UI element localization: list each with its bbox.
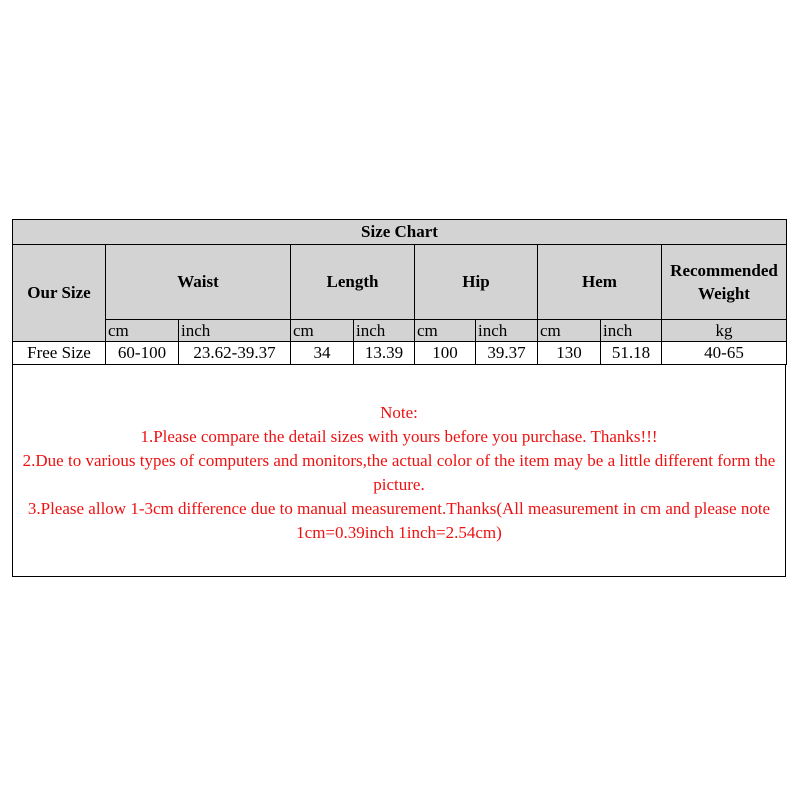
note-compare-sizes: 1.Please compare the detail sizes with yours before you purchase. Thanks!!! <box>140 427 658 446</box>
cell-waist-inch: 23.62-39.37 <box>179 342 291 365</box>
cell-hip-inch: 39.37 <box>476 342 538 365</box>
note-measurement-difference: 3.Please allow 1-3cm difference due to manual measurement.Thanks(All measurement in cm and please note 1cm=0.39inch 1inch=2.54cm) <box>27 499 771 542</box>
cell-waist-cm: 60-100 <box>106 342 179 365</box>
unit-hip-inch: inch <box>476 320 538 342</box>
cell-weight-kg: 40-65 <box>662 342 787 365</box>
cell-hip-cm: 100 <box>415 342 476 365</box>
note-color-difference: 2.Due to various types of computers and monitors,the actual color of the item may be a little different form the picture. <box>22 451 776 494</box>
header-hem: Hem <box>538 245 662 320</box>
cell-hem-cm: 130 <box>538 342 601 365</box>
unit-length-cm: cm <box>291 320 354 342</box>
unit-weight-kg: kg <box>662 320 787 342</box>
header-length: Length <box>291 245 415 320</box>
cell-size: Free Size <box>13 342 106 365</box>
notes-box <box>12 364 786 577</box>
size-chart-table <box>12 219 787 365</box>
cell-length-cm: 34 <box>291 342 354 365</box>
unit-hem-cm: cm <box>538 320 601 342</box>
unit-hip-cm: cm <box>415 320 476 342</box>
header-recommended-weight: Recommended Weight <box>662 245 787 320</box>
header-our-size: Our Size <box>13 245 106 342</box>
cell-length-inch: 13.39 <box>354 342 415 365</box>
table-row <box>13 342 787 365</box>
header-hip: Hip <box>415 245 538 320</box>
cell-hem-inch: 51.18 <box>601 342 662 365</box>
unit-hem-inch: inch <box>601 320 662 342</box>
unit-length-inch: inch <box>354 320 415 342</box>
header-waist: Waist <box>106 245 291 320</box>
notes-heading: Note: <box>380 403 418 422</box>
size-chart-title: Size Chart <box>13 220 787 245</box>
unit-waist-inch: inch <box>179 320 291 342</box>
unit-waist-cm: cm <box>106 320 179 342</box>
